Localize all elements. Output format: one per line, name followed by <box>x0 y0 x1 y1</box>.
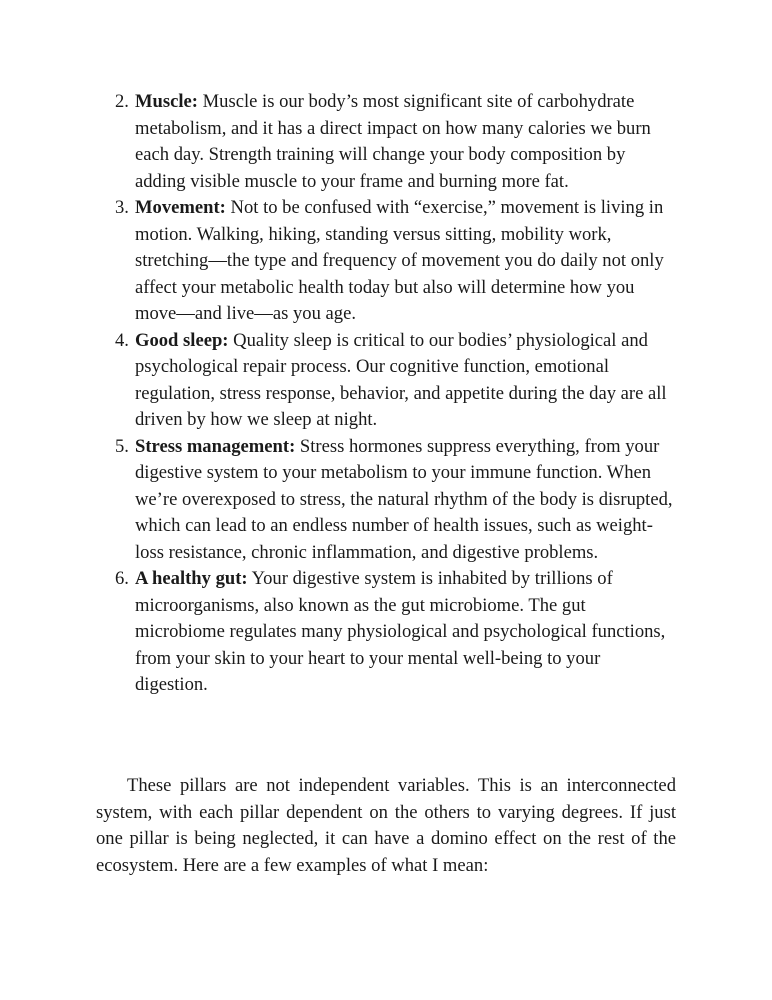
list-text: Stress hormones suppress everything, from your digestive system to your metabolism to your immune function. When we’re overexposed to stress, the natural rhythm of the body is disrupted, which can lead to an endless number of health issues, such as weight-loss resistance, chronic inflammation, and digestive problems. <box>135 435 673 563</box>
list-item-muscle <box>96 89 676 195</box>
list-term: Good sleep: <box>135 329 229 351</box>
list-term: Movement: <box>135 197 226 218</box>
pillar-list <box>96 89 676 699</box>
body-paragraph: These pillars are not independent variables. This is an interconnected system, with each pillar dependent on the others to varying degrees. If just one pillar is being neglected, it can have a domino effect on the rest of the ecosystem. Here are a few examples of what I mean: <box>96 775 676 876</box>
list-number: 4. <box>115 329 129 351</box>
list-item-good-sleep <box>96 328 676 434</box>
list-text: Quality sleep is critical to our bodies’ physiological and psychological repair process. Our cognitive function, emotional regulation, stress response, behavior, and appetite during the day are all driven by how we sleep at night. <box>135 329 667 430</box>
list-number: 3. <box>115 197 129 218</box>
list-item-healthy-gut <box>96 566 676 699</box>
list-text: Not to be confused with “exercise,” movement is living in motion. Walking, hiking, standing versus sitting, mobility work, stretching—the type and frequency of movement you do daily not only affect your metabolic health today but also will determine how you move—and live—as you age. <box>135 197 664 324</box>
list-term: Muscle: <box>135 91 198 112</box>
list-text: Your digestive system is inhabited by trillions of microorganisms, also known as the gut microbiome. The gut microbiome regulates many physiological and psychological functions, from your skin to your heart to your mental well-being to your digestion. <box>135 568 666 695</box>
list-number: 5. <box>115 435 129 457</box>
list-number: 6. <box>115 568 129 589</box>
list-item-movement <box>96 195 676 328</box>
list-text: Muscle is our body’s most significant site of carbohydrate metabolism, and it has a direct impact on how many calories we burn each day. Strength training will change your body composition by adding visible muscle to your frame and burning more fat. <box>135 91 651 192</box>
list-term: Stress management: <box>135 435 296 457</box>
list-item-stress-management <box>96 434 676 567</box>
list-term: A healthy gut: <box>135 568 248 589</box>
list-number: 2. <box>115 91 129 112</box>
